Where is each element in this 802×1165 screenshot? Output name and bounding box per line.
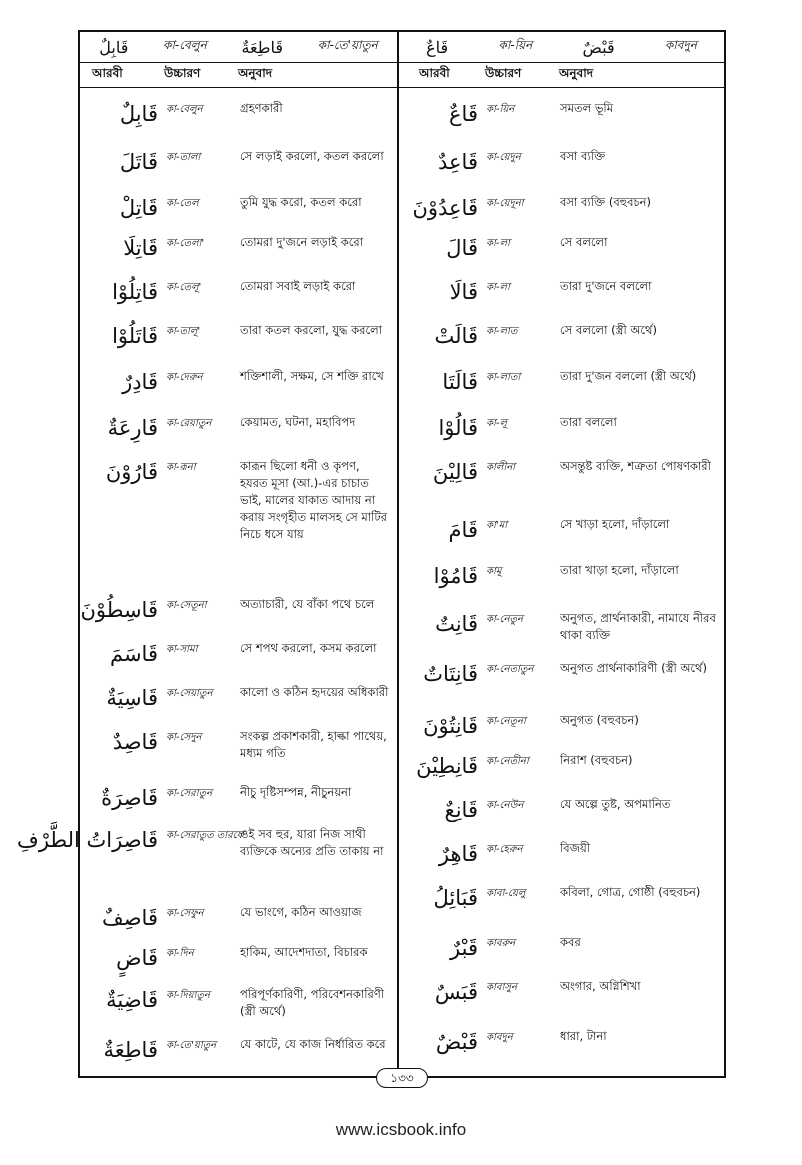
meaning: সে শপথ করলো, কসম করলো <box>240 641 377 655</box>
header-right-last-translit: কাবদুন <box>664 38 697 52</box>
pronunciation: কা-দিন <box>166 948 194 959</box>
pronunciation: কা-নেতূনা <box>486 716 526 727</box>
meaning: কবিলা, গোত্র, গোষ্ঠী (বহুবচন) <box>560 885 701 899</box>
arabic-word: قَامَ <box>448 518 478 542</box>
pronunciation: কা-দিয়াতুন <box>166 990 210 1001</box>
pronunciation: কালীনা <box>486 462 516 473</box>
pronunciation: কা-তে'য়াতুন <box>166 1040 217 1051</box>
pronunciation: কা-নেতীনা <box>486 756 529 767</box>
meaning: সংকল্প প্রকাশকারী, হাল্কা পাথেয়, মধ্যম গতি <box>240 729 387 760</box>
running-header-left <box>82 33 395 61</box>
meaning: যে অল্পে তুষ্ট, অপমানিত <box>560 797 671 811</box>
pronunciation: কা-তালূ' <box>166 326 201 337</box>
meaning: তারা বললো <box>560 415 617 429</box>
meaning: শক্তিশালী, সক্ষম, সে শক্তি রাখে <box>240 369 384 383</box>
arabic-word: قَاتَلُوْا <box>112 324 158 348</box>
pronunciation: কা-সেতূনা <box>166 600 207 611</box>
running-header-right <box>401 33 722 61</box>
meaning: তারা দু'জনে বললো <box>560 279 652 293</box>
meaning: যে কাটে, যে কাজ নির্ধারিত করে <box>240 1037 386 1051</box>
pronunciation: কা-য়িন <box>486 104 515 115</box>
column-divider <box>397 30 399 1078</box>
meaning: তোমরা সবাই লড়াই করো <box>240 279 356 293</box>
pronunciation: কামূ <box>486 566 502 577</box>
column-headings-right <box>401 64 722 86</box>
pronunciation: কা-লা <box>486 238 510 249</box>
col-arabic: আরবী <box>419 66 450 80</box>
meaning: নিরাশ (বহুবচন) <box>560 753 633 767</box>
column-header-rule <box>80 87 724 88</box>
header-left-last-translit: কা-তে'য়াতুন <box>317 38 378 52</box>
col-pronunciation: উচ্চারণ <box>164 66 201 80</box>
arabic-word: قَبَسٌ <box>434 980 478 1004</box>
pronunciation: কা-নেতাতুন <box>486 664 534 675</box>
col-arabic: আরবী <box>92 66 123 80</box>
pronunciation: কা-য়েদূনা <box>486 198 524 209</box>
meaning: অনুগত প্রার্থনাকারিণী (স্ত্রী অর্থে) <box>560 661 707 675</box>
meaning: কালো ও কঠিন হৃদয়ের অধিকারী <box>240 685 389 699</box>
meaning: সে বললো (স্ত্রী অর্থে) <box>560 323 657 337</box>
meaning: সমতল ভূমি <box>560 101 614 115</box>
pronunciation: কা-সেয়াতুন <box>166 688 213 699</box>
arabic-word: قَاطِعَةٌ <box>103 1038 158 1062</box>
arabic-word: قَاسِطُوْنَ <box>80 598 158 622</box>
pronunciation: কা-সামা <box>166 644 198 655</box>
arabic-word: قَارُوْنَ <box>105 460 158 484</box>
arabic-word: قَاتِلُوْا <box>112 280 158 304</box>
arabic-word: قَاتَلَ <box>119 150 158 174</box>
meaning: অত্যাচারী, যে বাঁকা পথে চলে <box>240 597 375 611</box>
meaning: অংগার, অগ্নিশিখা <box>560 979 641 993</box>
meaning: তারা দু'জন বললো (স্ত্রী অর্থে) <box>560 369 697 383</box>
meaning: তুমি যুদ্ধ করো, কতল করো <box>240 195 362 209</box>
pronunciation: কাবরুন <box>486 938 516 949</box>
arabic-word: قَبَائِلُ <box>433 886 478 910</box>
arabic-word: قَاسَمَ <box>109 642 158 666</box>
pronunciation: কা-লা <box>486 282 510 293</box>
col-meaning: অনুবাদ <box>559 66 594 80</box>
col-pronunciation: উচ্চারণ <box>485 66 522 80</box>
meaning: সে লড়াই করলো, কতল করলো <box>240 149 384 163</box>
page-number: ১৩৩ <box>376 1068 428 1088</box>
pronunciation: কাবা-য়েলু <box>486 888 526 899</box>
arabic-word: قَانِطِيْنَ <box>416 754 478 778</box>
arabic-word: قَاعِدٌ <box>438 150 478 174</box>
footer-url: www.icsbook.info <box>335 1120 467 1139</box>
arabic-word: قَالُوْا <box>438 416 478 440</box>
header-rule <box>80 62 724 63</box>
pronunciation: কাবাসুন <box>486 982 517 993</box>
meaning: গ্রহণকারী <box>240 101 283 115</box>
arabic-word: قَالَا <box>449 280 478 304</box>
arabic-word: قَارِعَةٌ <box>107 416 158 440</box>
arabic-word: قَانِتٌ <box>435 612 478 636</box>
meaning: অনুগত (বহুবচন) <box>560 713 639 727</box>
meaning: যে ভাংগে, কঠিন আওয়াজ <box>240 905 362 919</box>
pronunciation: কা-নেতুন <box>486 614 524 625</box>
meaning: কবর <box>560 935 581 949</box>
pronunciation: কা-সেরাতুত তারফে <box>166 830 244 841</box>
arabic-word: قَانِتُوْنَ <box>423 714 478 738</box>
header-right-first-arabic: قَاعٌ <box>426 37 449 57</box>
arabic-word: قَبْرٌ <box>450 936 478 960</box>
arabic-word: قَادِرٌ <box>122 370 158 394</box>
arabic-word: قَاصِرَةٌ <box>101 786 158 810</box>
meaning: কারূন ছিলো ধনী ও কৃপণ, হযরত মূসা (আ.)-এর চাচাত ভাই, মালের যাকাত আদায় না করায় সংগৃহীত মালসহ সে মাটির নিচে ধসে যায় <box>240 459 387 541</box>
meaning: পরিপূর্ণকারিণী, পরিবেশনকারিণী (স্ত্রী অর্থে) <box>240 987 385 1018</box>
meaning: তারা খাড়া হলো, দাঁড়ালো <box>560 563 679 577</box>
meaning: কেয়ামত, ঘটনা, মহাবিপদ <box>240 415 356 429</box>
arabic-word: قَاصِدٌ <box>112 730 158 754</box>
pronunciation: কা-সেরাতুন <box>166 788 213 799</box>
arabic-word: قَاتِلْ <box>119 196 158 220</box>
arabic-word: قَاصِرَاتُ الطَّرْفِ <box>17 828 158 852</box>
pronunciation: কা-লাত <box>486 326 518 337</box>
meaning: ওই সব হুর, যারা নিজ সাথী ব্যক্তিকে অন্যের প্রতি তাকায় না <box>240 827 384 858</box>
arabic-word: قَابِلٌ <box>119 102 158 126</box>
arabic-word: قَانِتَاتٌ <box>423 662 478 686</box>
pronunciation: কা-নেউন <box>486 800 524 811</box>
arabic-word: قَاعِدُوْنَ <box>412 196 478 220</box>
pronunciation: কা-তেল <box>166 198 199 209</box>
column-headings-left <box>82 64 395 86</box>
arabic-word: قَاسِيَةٌ <box>106 686 158 710</box>
meaning: অসন্তুষ্ট ব্যক্তি, শত্রুতা পোষণকারী <box>560 459 711 473</box>
meaning: ধারা, টানা <box>560 1029 607 1043</box>
arabic-word: قَالَتْ <box>434 324 478 348</box>
arabic-word: قَالَ <box>446 236 478 260</box>
header-left-first-translit: কা-বেলুন <box>162 38 207 52</box>
pronunciation: কা-য়েদুন <box>486 152 521 163</box>
pronunciation: কা-লাতা <box>486 372 521 383</box>
pronunciation: কা'মা <box>486 520 508 531</box>
meaning: নীচু দৃষ্টিসম্পন্ন, নীচুনয়না <box>240 785 352 799</box>
meaning: বিজয়ী <box>560 841 591 855</box>
pronunciation: কা-রেয়াতুন <box>166 418 212 429</box>
meaning: অনুগত, প্রার্থনাকারী, নামাযে নীরব থাকা ব্যক্তি <box>560 611 716 642</box>
header-right-first-translit: কা-য়িন <box>498 38 533 52</box>
arabic-word: قَانِعٌ <box>444 798 478 822</box>
arabic-word: قَاضٍ <box>116 946 158 970</box>
pronunciation: কা-বেলুন <box>166 104 203 115</box>
header-right-last-arabic: قَبْضٌ <box>582 37 615 57</box>
col-meaning: অনুবাদ <box>238 66 273 80</box>
pronunciation: কা-সেফুন <box>166 908 204 919</box>
pronunciation: কাবদুন <box>486 1032 513 1043</box>
pronunciation: কা-সেদুন <box>166 732 202 743</box>
meaning: তোমরা দু'জনে লড়াই করো <box>240 235 364 249</box>
pronunciation: কা-হেরুন <box>486 844 523 855</box>
meaning: বসা ব্যক্তি (বহুবচন) <box>560 195 652 209</box>
arabic-word: قَاضِيَةٌ <box>106 988 158 1012</box>
pronunciation: কা-তেলা' <box>166 238 205 249</box>
meaning: সে খাড়া হলো, দাঁড়ালো <box>560 517 670 531</box>
arabic-word: قَاهِرٌ <box>438 842 478 866</box>
pronunciation: কা-রূনা <box>166 462 196 473</box>
arabic-word: قَالِيْنَ <box>432 460 478 484</box>
arabic-word: قَاتِلَا <box>123 236 158 260</box>
arabic-word: قَاعٌ <box>449 102 478 126</box>
header-left-first-arabic: قَابِلٌ <box>99 37 129 57</box>
pronunciation: কা-দেরুন <box>166 372 203 383</box>
meaning: হাকিম, আদেশদাতা, বিচারক <box>240 945 368 959</box>
arabic-word: قَالَتَا <box>442 370 478 394</box>
meaning: তারা কতল করলো, যুদ্ধ করলো <box>240 323 382 337</box>
pronunciation: কা-তেলূ' <box>166 282 202 293</box>
arabic-word: قَبْضٌ <box>435 1030 478 1054</box>
pronunciation: কা-লূ <box>486 418 507 429</box>
arabic-word: قَامُوْا <box>433 564 478 588</box>
meaning: সে বললো <box>560 235 608 249</box>
pronunciation: কা-তালা <box>166 152 201 163</box>
meaning: বসা ব্যক্তি <box>560 149 606 163</box>
arabic-word: قَاصِفٌ <box>101 906 158 930</box>
header-left-last-arabic: قَاطِعَةٌ <box>241 37 283 57</box>
